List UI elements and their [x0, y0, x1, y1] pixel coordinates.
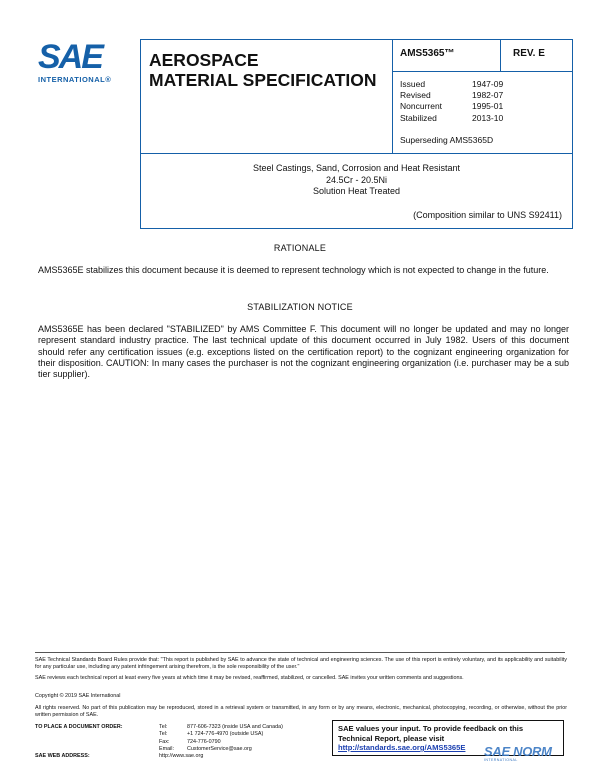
contact-row — [35, 724, 335, 731]
web-link[interactable]: http://www.sae.org — [159, 753, 204, 760]
date-value: 1947-09 — [472, 79, 504, 89]
contact-row — [35, 753, 335, 760]
revision-label: REV. E — [501, 40, 572, 72]
footer-divider — [35, 652, 565, 653]
feedback-line1: SAE values your input. To provide feedback on this — [338, 724, 524, 733]
footer-rights: All rights reserved. No part of this publication may be reproduced, stored in a retrieval system or transmitted, in any form or by any means, electronic, mechanical, photocopying, recording, or otherwise, without the prior written permission of SAE. — [35, 705, 567, 718]
doc-title-line1: AEROSPACE — [149, 50, 259, 70]
contact-block — [35, 724, 335, 760]
subject-line2: 24.5Cr - 20.5Ni — [325, 174, 388, 185]
date-value: 2013-10 — [472, 112, 504, 123]
sae-logo — [38, 40, 128, 86]
logo-mark: SAE — [38, 38, 102, 76]
header-box — [140, 39, 573, 154]
date-table — [400, 79, 570, 124]
feedback-line2: Technical Report, please visit — [338, 733, 445, 743]
date-label: Stabilized — [400, 112, 437, 123]
stabilization-text: AMS5365E has been declared "STABILIZED" by AMS Committee F. This document will no longer be updated and may no longer represent standard industry practice. The last technical update of this document occurred in July 1982. Users of this document should refer any certification issues (e.g. exceptions listed on the certification report) to the cognizant engineering organization for their disposition. CAUTION: In many cases the purchaser is not the cognizant engineering organization (i.e. purchaser may be a sub tier supplier). — [38, 324, 569, 380]
spec-number: AMS5365™ — [393, 40, 501, 72]
contact-row — [35, 731, 335, 738]
footer-review: SAE reviews each technical report at least every five years at which time it may be revised, reaffirmed, stabilized, or cancelled. SAE invites your written comments and suggestions. — [35, 675, 464, 681]
doc-title-line2: MATERIAL SPECIFICATION — [149, 70, 377, 90]
contact-value: 724-776-0790 — [187, 738, 221, 745]
contact-key: Email: — [159, 745, 174, 752]
uns-note: (Composition similar to UNS S92411) — [413, 210, 562, 220]
contact-key: Fax: — [159, 738, 170, 745]
date-row — [400, 79, 570, 90]
email-link[interactable]: CustomerService@sae.org — [187, 745, 252, 752]
footer-copyright: Copyright © 2019 SAE International — [35, 693, 121, 699]
superseding-note: Superseding AMS5365D — [400, 135, 494, 145]
subject-box — [140, 154, 573, 229]
date-label: Revised — [400, 90, 431, 101]
subject-line3: Solution Heat Treated — [312, 186, 401, 196]
contact-key: Tel: — [159, 724, 168, 730]
rationale-text: AMS5365E stabilizes this document because it is deemed to represent technology which is not expected to change in the future. — [38, 265, 549, 275]
date-label: Noncurrent — [400, 101, 443, 112]
subject-line1: Steel Castings, Sand, Corrosion and Heat Resistant — [252, 163, 461, 173]
contact-value: 877-606-7323 (inside USA and Canada) — [187, 724, 283, 730]
contact-row — [35, 739, 335, 746]
date-row — [400, 90, 570, 101]
date-row — [400, 101, 570, 112]
web-label: SAE WEB ADDRESS: — [35, 753, 90, 760]
stabilization-heading: STABILIZATION NOTICE — [247, 302, 353, 312]
feedback-link[interactable]: http://standards.sae.org/AMS5365E — [338, 743, 466, 752]
watermark-sub: INTERNATIONAL — [484, 758, 518, 762]
date-value: 1982-07 — [472, 90, 504, 101]
title-cell — [141, 40, 393, 153]
footer-rules: SAE Technical Standards Board Rules provide that: "This report is published by SAE to advance the state of technical and engineering sciences. The use of this report is entirely voluntary, and its applicability and suitability for any particular use, including any patent infringement arising therefrom, is the sole responsibility of the user." — [35, 657, 567, 670]
order-label: TO PLACE A DOCUMENT ORDER: — [35, 724, 123, 730]
contact-key: Tel: — [159, 731, 168, 738]
watermark-text: SAE NORM — [484, 744, 552, 759]
logo-subtext: INTERNATIONAL® — [38, 75, 112, 84]
contact-row — [35, 746, 335, 753]
contact-value: +1 724-776-4970 (outside USA) — [187, 731, 264, 738]
date-value: 1995-01 — [472, 101, 504, 112]
date-row — [400, 113, 570, 124]
watermark — [484, 744, 594, 772]
date-label: Issued — [400, 79, 426, 89]
rationale-heading: RATIONALE — [273, 243, 327, 253]
subject-lines — [141, 163, 572, 198]
